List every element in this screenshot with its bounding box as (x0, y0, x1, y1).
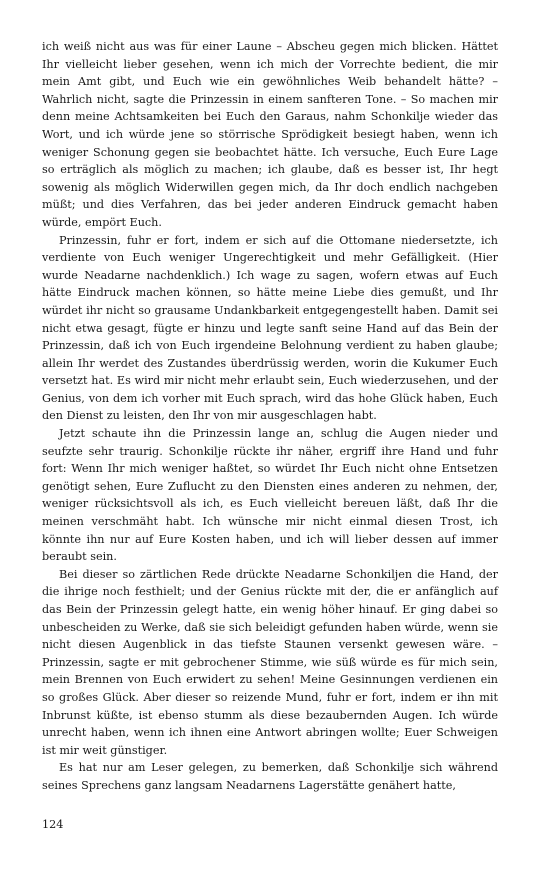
page-number: 124 (42, 818, 64, 831)
paragraph-1: ich weiß nicht aus was für einer Laune – Abscheu gegen mich blicken. Hättet Ihr vielleicht lieber gesehen, wenn ich mich der Vorrechte bedient, die mir mein Amt gibt, und Euch wie ein gewöhnliches Weib behandelt hätte? – Wahrlich nicht, sagte die Prinzessin in einem sanfteren Tone. – So machen mir denn meine Achtsamkeiten bei Euch den Garaus, nahm Schonkilje wieder das Wort, und ich würde jene so störrische Sprödigkeit besiegt haben, wenn ich weniger Schonung gegen sie beobachtet hätte. Ich versuche, Euch Eure Lage so erträglich als möglich zu machen; ich glaube, daß es besser ist, Ihr hegt sowenig als möglich Widerwillen gegen mich, da Ihr doch endlich nachgeben müßt; und dies Verfahren, das bei jeder anderen Eindruck gemacht haben würde, empört Euch. (42, 40, 498, 229)
paragraph-4: Bei dieser so zärtlichen Rede drückte Neadarne Schonkiljen die Hand, der die ihrige noch festhielt; und der Genius rückte mit der, die er anfänglich auf das Bein der Prinzessin gelegt hatte, ein wenig höher hinauf. Er ging dabei so unbescheiden zu Werke, daß sie sich beleidigt gefunden haben würde, wenn sie nicht diesen Augenblick in das tiefste Staunen versenkt gewesen wäre. – Prinzessin, sagte er mit gebrochener Stimme, wie süß würde es für mich sein, mein Brennen von Euch erwidert zu sehen! Meine Gesinnungen verdienen ein so großes Glück. Aber dieser so reizende Mund, fuhr er fort, indem er ihn mit Inbrunst küßte, ist ebenso stumm als diese bezaubernden Augen. Ich würde unrecht haben, wenn ich ihnen eine Antwort abringen wollte; Euer Schweigen ist mir weit günstiger. (42, 567, 498, 757)
paragraph-3: Jetzt schaute ihn die Prinzessin lange an, schlug die Augen nieder und seufzte sehr traurig. Schonkilje rückte ihr näher, ergriff ihre Hand und fuhr fort: Wenn Ihr mich weniger haßtet, so würdet Ihr Euch nicht ohne Entsetzen genötigt sehen, Eure Zuflucht zu den Diensten eines anderen zu nehmen, der, weniger rücksichtsvoll als ich, es Euch vielleicht bereuen läßt, daß Ihr die meinen verschmäht habt. Ich wünsche mir nicht einmal diesen Trost, ich könnte ihn nur auf Eure Kosten haben, und ich will lieber dessen auf immer beraubt sein. (42, 427, 498, 564)
paragraph-5: Es hat nur am Leser gelegen, zu bemerken, daß Schonkilje sich während seines Sprechens ganz langsam Neadarnens Lagerstätte genähert hatte, (42, 761, 498, 792)
paragraph-2: Prinzessin, fuhr er fort, indem er sich auf die Ottomane niedersetzte, ich verdiente von Euch weniger Ungerechtigkeit und mehr Gefälligkeit. (Hier wurde Neadarne nachdenklich.) Ich wage zu sagen, wofern etwas auf Euch hätte Eindruck machen können, so hätte meine Liebe dies gemußt, und Ihr würdet ihr nicht so grausame Undankbarkeit entgegengestellt haben. Damit sei nicht etwa gesagt, fügte er hinzu und legte sanft seine Hand auf das Bein der Prinzessin, daß ich von Euch irgendeine Belohnung verdient zu haben glaube; allein Ihr werdet des Zustandes überdrüssig werden, worin die Kukumer Euch versetzt hat. Es wird mir nicht mehr erlaubt sein, Euch wiederzusehen, und der Genius, von dem ich vorher mit Euch sprach, wird das hohe Glück haben, Euch den Dienst zu leisten, den Ihr von mir ausgeschlagen habt. (42, 233, 498, 423)
page-body (42, 38, 498, 795)
